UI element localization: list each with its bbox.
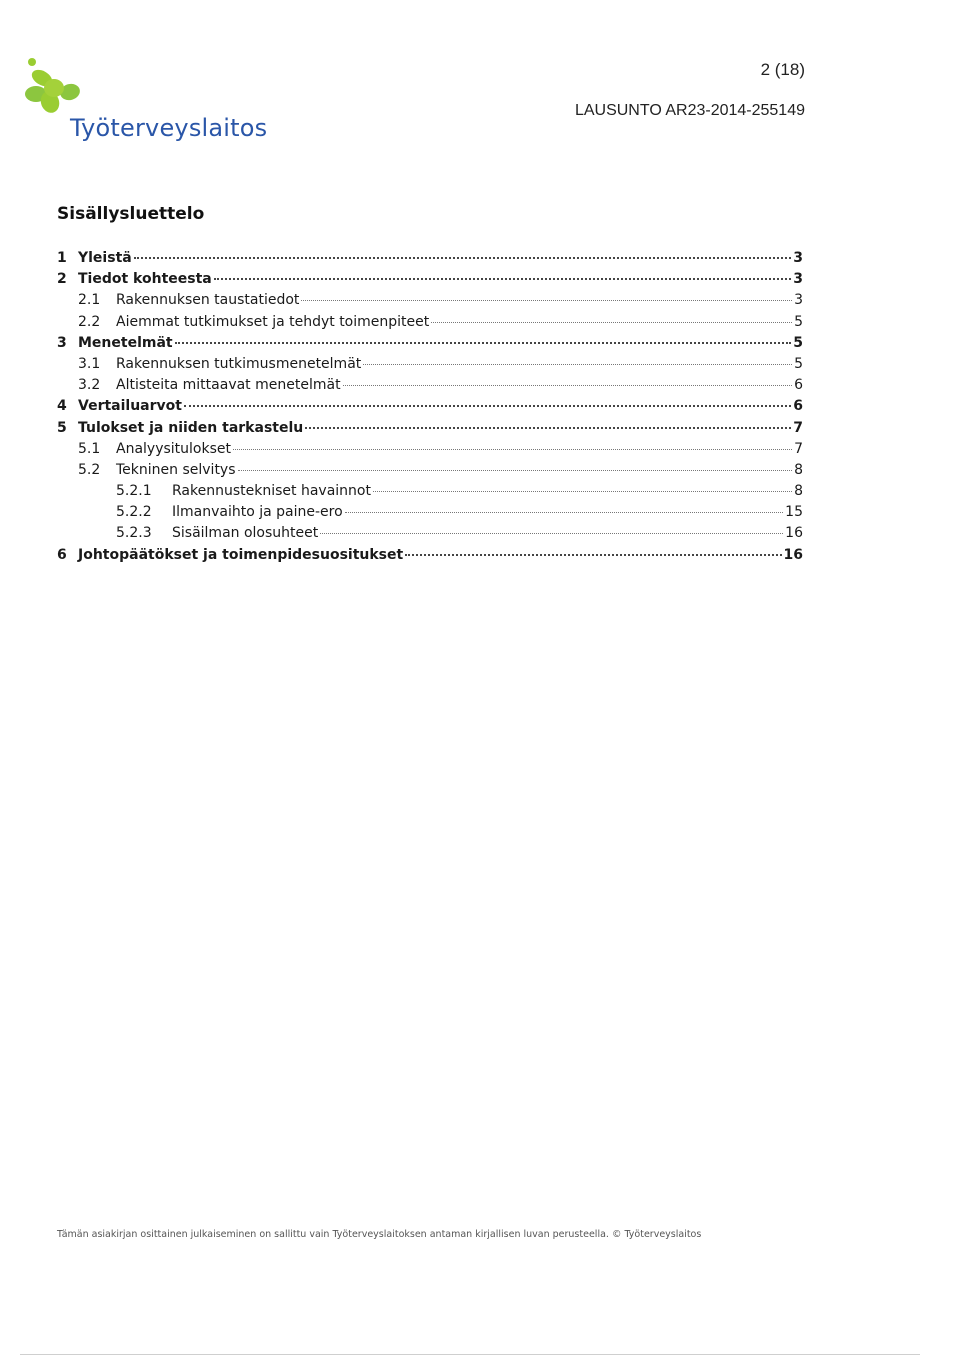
toc-entry-number: 3.1 — [78, 355, 101, 372]
toc-entry-page: 16 — [783, 546, 803, 563]
toc-entry-number: 3 — [57, 334, 67, 351]
document-id: LAUSUNTO AR23-2014-255149 — [574, 102, 805, 119]
toc-entry[interactable] — [57, 418, 803, 439]
toc-entry-label: Rakennuksen taustatiedot — [116, 292, 300, 309]
toc-entry-number: 5.1 — [78, 440, 101, 457]
toc-leader-dots — [343, 384, 793, 386]
page-number: 2 (18) — [760, 60, 805, 79]
toc-entry-number: 1 — [57, 250, 67, 266]
toc-leader-dots — [214, 277, 792, 280]
toc-entry[interactable] — [57, 269, 803, 290]
toc-entry-label: Vertailuarvot — [78, 398, 182, 415]
toc-entry-label: Rakennustekniset havainnot — [172, 483, 371, 500]
toc-entry[interactable] — [57, 248, 803, 269]
toc-entry-page: 16 — [785, 525, 803, 542]
toc-entry-page: 7 — [794, 440, 803, 457]
toc-entry-number: 2.1 — [78, 292, 101, 309]
toc-title: Sisällysluettelo — [57, 204, 205, 224]
toc-entry-label: Tekninen selvitys — [116, 461, 236, 478]
toc-entry-page: 15 — [785, 504, 803, 521]
toc-entry-label: Yleistä — [78, 250, 132, 266]
toc-leader-dots — [363, 363, 792, 365]
toc-entry[interactable] — [57, 545, 803, 566]
toc-leader-dots — [431, 321, 792, 323]
toc-entry[interactable] — [57, 439, 803, 460]
toc-entry[interactable] — [57, 523, 803, 544]
toc-leader-dots — [305, 426, 791, 429]
toc-entry-label: Menetelmät — [78, 334, 173, 351]
toc-leader-dots — [184, 404, 791, 407]
toc-entry-page: 5 — [794, 355, 803, 372]
toc-leader-dots — [373, 490, 792, 492]
toc-entry-label: Sisäilman olosuhteet — [172, 525, 319, 542]
toc-entry-label: Altisteita mittaavat menetelmät — [116, 377, 341, 394]
toc-leader-dots — [320, 532, 783, 534]
logo-text: Työterveyslaitos — [70, 114, 268, 142]
logo-mark-icon — [20, 56, 90, 120]
toc-entry[interactable] — [57, 354, 803, 375]
toc-entry-number: 5.2.1 — [116, 483, 152, 500]
toc-entry-page: 8 — [794, 483, 803, 500]
toc-entry-number: 5 — [57, 419, 67, 436]
toc-leader-dots — [238, 469, 793, 471]
toc-entry[interactable] — [57, 333, 803, 354]
copyright-footer: Tämän asiakirjan osittainen julkaiseminen on sallittu vain Työterveyslaitoksen antaman kirjallisen luvan perusteella. © Työterveyslaitos — [57, 1229, 702, 1240]
toc-entry-label: Ilmanvaihto ja paine-ero — [172, 504, 343, 521]
toc-entry-label: Johtopäätökset ja toimenpidesuositukset — [78, 546, 404, 563]
toc-entry-number: 6 — [57, 546, 67, 563]
toc-entry[interactable] — [57, 290, 803, 311]
toc-leader-dots — [175, 341, 792, 344]
toc-entry[interactable] — [57, 460, 803, 481]
toc-entry-page: 8 — [794, 461, 803, 478]
toc-entry-page: 5 — [794, 313, 803, 330]
toc-entry-page: 6 — [793, 398, 803, 415]
toc-leader-dots — [233, 448, 792, 450]
toc-entry-page: 3 — [794, 292, 803, 309]
toc-entry-number: 2 — [57, 271, 67, 288]
toc-entry-page: 6 — [794, 377, 803, 394]
toc-entry[interactable] — [57, 396, 803, 417]
toc-entry-label: Aiemmat tutkimukset ja tehdyt toimenpiteet — [116, 313, 430, 330]
toc-entry[interactable] — [57, 312, 803, 333]
toc-leader-dots — [345, 511, 783, 513]
toc-entry-page: 7 — [793, 419, 803, 436]
toc-entry-page: 5 — [793, 334, 803, 351]
toc-entry-number: 4 — [57, 398, 67, 415]
toc-entry-number: 5.2 — [78, 461, 101, 478]
toc-entry[interactable] — [57, 502, 803, 523]
toc-entry[interactable] — [57, 481, 803, 502]
toc-entry-number: 3.2 — [78, 377, 101, 394]
page-edge-divider — [20, 1354, 920, 1355]
toc-leader-dots — [134, 256, 792, 259]
toc-entry-number: 5.2.2 — [116, 504, 152, 521]
toc-entry-label: Tulokset ja niiden tarkastelu — [78, 419, 304, 436]
toc-entry-page: 3 — [793, 271, 803, 288]
toc-entry-label: Rakennuksen tutkimusmenetelmät — [116, 355, 362, 372]
toc-leader-dots — [301, 299, 792, 301]
toc-entry-number: 5.2.3 — [116, 525, 152, 542]
toc-leader-dots — [405, 553, 781, 556]
toc-entry-label: Tiedot kohteesta — [78, 271, 212, 288]
table-of-contents — [57, 248, 803, 566]
toc-entry-number: 2.2 — [78, 313, 101, 330]
organization-logo — [20, 56, 290, 156]
toc-entry-label: Analyysitulokset — [116, 440, 231, 457]
toc-entry-page: 3 — [793, 250, 803, 266]
toc-entry[interactable] — [57, 375, 803, 396]
